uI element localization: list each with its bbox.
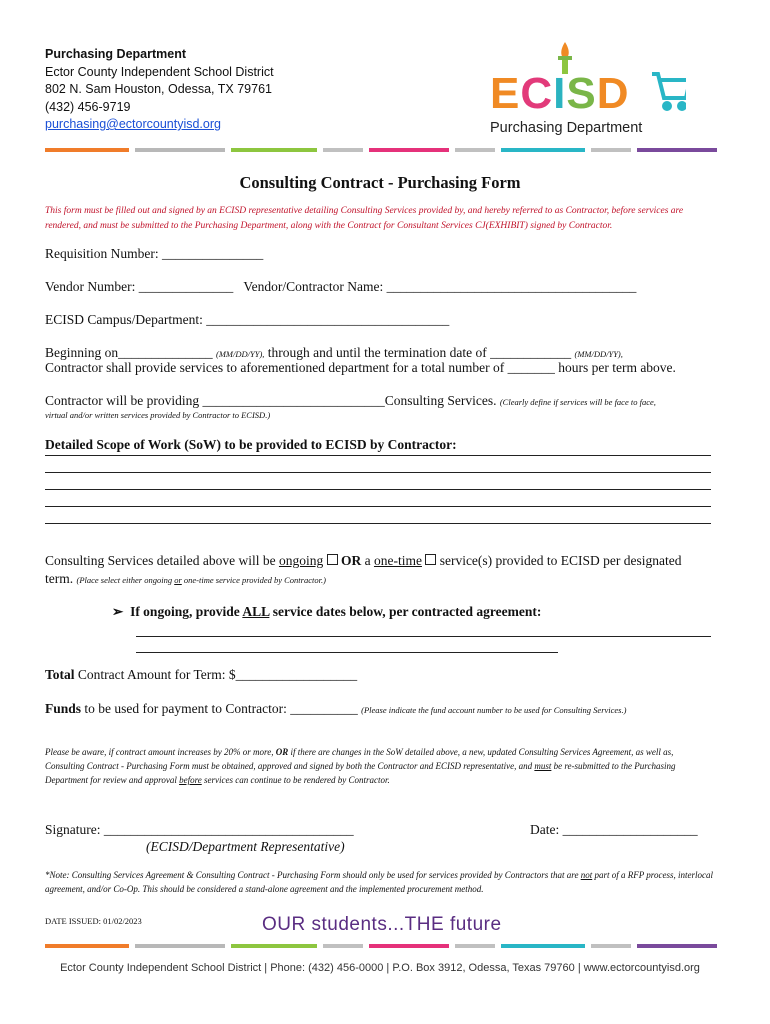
total-field[interactable] xyxy=(45,666,357,683)
providing-field[interactable]: Contractor will be providing ___________________________Consulting Services. xyxy=(45,393,500,408)
aware-4: services can continue to be rendered by Contractor. xyxy=(201,775,390,785)
ongoing-text-a: If ongoing, provide xyxy=(130,604,243,619)
sow-line-2[interactable] xyxy=(45,472,711,473)
aware-or: OR xyxy=(275,747,289,757)
bottom-stripe xyxy=(45,944,717,948)
vendor-number-field[interactable]: Vendor Number: ______________ xyxy=(45,279,234,294)
note-1: *Note: Consulting Services Agreement & Consulting Contract - Purchasing Form should only be used for services provided by Contractors that are xyxy=(45,870,581,880)
top-stripe xyxy=(45,148,717,152)
campus-field[interactable]: ECISD Campus/Department: ____________________________________ xyxy=(45,312,450,327)
arrow-bullet-icon: ➢ xyxy=(112,604,124,619)
logo-letter-e: E xyxy=(490,69,521,118)
funds-bold: Funds xyxy=(45,701,82,716)
ongoing-checkbox[interactable] xyxy=(327,554,338,565)
onetime-label: one-time xyxy=(373,553,422,568)
logo-caption: Purchasing Department xyxy=(490,120,643,136)
aware-must: must xyxy=(534,761,552,771)
providing-note: (Clearly define if services will be face to face, xyxy=(499,397,656,407)
term-note-2: one-time service provided by Contractor.) xyxy=(181,575,326,585)
onetime-checkbox[interactable] xyxy=(425,554,436,565)
term-text-a: Consulting Services detailed above will be xyxy=(45,553,279,568)
funds-row xyxy=(45,700,626,719)
logo-letter-i: I xyxy=(553,69,567,118)
logo-letter-d: D xyxy=(596,69,630,118)
term-text-c: term. xyxy=(45,571,77,586)
ongoing-instruction xyxy=(112,603,541,620)
address: 802 N. Sam Houston, Odessa, TX 79761 xyxy=(45,82,272,96)
phone: (432) 456-9719 xyxy=(45,99,131,114)
sow-line-4[interactable] xyxy=(45,506,711,507)
term-note-or: or xyxy=(174,575,182,585)
term-text-a2: a xyxy=(361,553,374,568)
sow-heading: Detailed Scope of Work (SoW) to be provided to ECISD by Contractor: xyxy=(45,437,457,452)
vendor-row xyxy=(45,278,636,295)
service-dates-line-1[interactable] xyxy=(136,636,711,637)
date-issued: DATE ISSUED: 01/02/2023 xyxy=(45,916,142,926)
header-block xyxy=(45,46,274,134)
logo-letters xyxy=(490,70,630,118)
date-field[interactable]: Date: ____________________ xyxy=(530,822,698,837)
hours-field[interactable]: Contractor shall provide services to aforementioned department for a total number of _______ hours per term above. xyxy=(45,360,676,375)
aware-1: Please be aware, if contract amount increases by 20% or more, xyxy=(45,747,276,757)
logo-letter-c: C xyxy=(520,69,554,118)
representative-label: (ECISD/Department Representative) xyxy=(146,839,345,854)
beginning-field[interactable]: Beginning on______________ xyxy=(45,345,216,360)
total-rest: Contract Amount for Term: $__________________ xyxy=(74,667,358,682)
total-bold: Total xyxy=(45,667,75,682)
footnote xyxy=(45,868,713,896)
funds-field[interactable]: to be used for payment to Contractor: __________ xyxy=(81,701,362,716)
funds-note: (Please indicate the fund account number to be used for Consulting Services.) xyxy=(361,705,627,715)
district-name: Ector County Independent School District xyxy=(45,64,274,79)
signature-field[interactable]: Signature: _____________________________________ xyxy=(45,822,354,837)
term-row-2 xyxy=(45,570,326,589)
ongoing-text-b: service dates below, per contracted agreement: xyxy=(269,604,542,619)
page-footer: Ector County Independent School District | Phone: (432) 456-0000 | P.O. Box 3912, Odessa, Texas 79760 | www.ectorcountyisd.org xyxy=(60,962,700,974)
form-intro: This form must be filled out and signed by an ECISD representative detailing Consulting Services provided by, and hereby referred to as Contractor, before services are rendered, and must be submitted to the Purchasing Department, along with the Contract for Consultant Services CJ(EXHIBIT) signed by Contractor. xyxy=(45,206,684,231)
requisition-line[interactable]: Requisition Number: _______________ xyxy=(45,246,264,261)
termination-field[interactable]: through and until the termination date of ____________ xyxy=(264,345,575,360)
ecisd-logo xyxy=(486,38,686,140)
aware-3: be re-submitted to the Purchasing Department for review and approval xyxy=(45,761,676,785)
ongoing-label: ongoing xyxy=(278,553,324,568)
aware-before: before xyxy=(179,775,202,785)
service-dates-line-2[interactable] xyxy=(136,652,558,653)
logo-letter-s: S xyxy=(566,69,597,118)
dept-name: Purchasing Department xyxy=(45,47,187,61)
form-title: Consulting Contract - Purchasing Form xyxy=(239,173,521,192)
date-format-2: (MM/DD/YY), xyxy=(574,349,623,359)
term-note-1: (Place select either ongoing xyxy=(76,575,175,585)
email-link[interactable]: purchasing@ectorcountyisd.org xyxy=(45,117,221,131)
aware-2: if there are changes in the SoW detailed above, a new, updated Consulting Services Agreement, as well as, Consulting Contract - Purchasing Form must be obtained, approved and signed by both the Contractor and ECISD representative, and xyxy=(45,747,674,771)
ongoing-all: ALL xyxy=(242,604,270,619)
term-row xyxy=(45,552,682,569)
note-not: not xyxy=(580,870,593,880)
sow-line-5[interactable] xyxy=(45,523,711,524)
or-label: OR xyxy=(340,553,362,568)
providing-note-2: virtual and/or written services provided by Contractor to ECISD.) xyxy=(45,410,271,420)
note-2: part of a RFP process, interlocal agreement, and/or Co-Op. This should be considered a stand-alone agreement and the implemented procurement method. xyxy=(45,870,713,894)
aware-notice xyxy=(45,745,713,787)
slogan: OUR students...THE future xyxy=(262,914,502,935)
sow-line-3[interactable] xyxy=(45,489,711,490)
term-text-b: service(s) provided to ECISD per designated xyxy=(436,553,682,568)
date-format-1: (MM/DD/YY), xyxy=(216,349,265,359)
vendor-name-field[interactable]: Vendor/Contractor Name: _____________________________________ xyxy=(243,279,637,294)
sow-line-1[interactable] xyxy=(45,455,711,456)
